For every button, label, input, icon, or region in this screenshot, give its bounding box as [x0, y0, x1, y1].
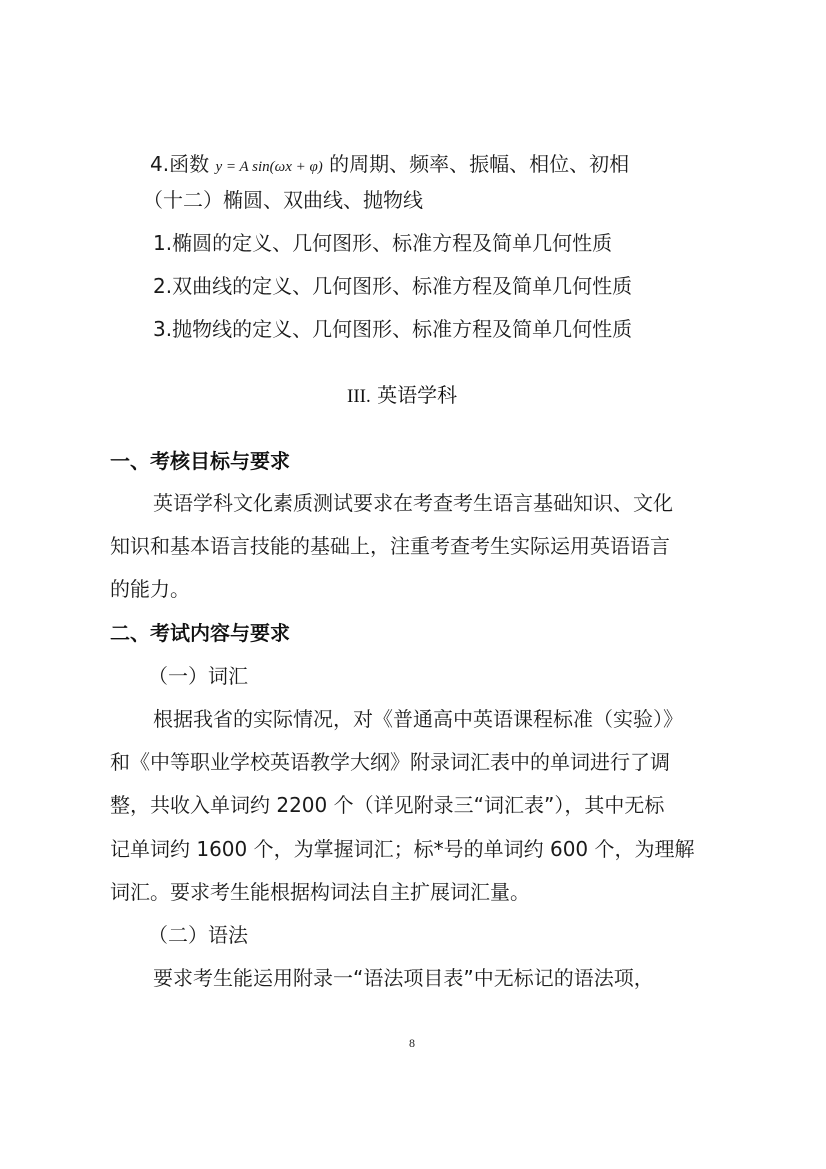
paragraph-2-line-4: 记单词约 1600 个，为掌握词汇；标*号的单词约 600 个，为理解: [110, 837, 695, 861]
section-12-heading: （十二）椭圆、双曲线、抛物线: [143, 188, 423, 212]
math-line: [150, 150, 629, 181]
list-item-hyperbola: 2.双曲线的定义、几何图形、标准方程及简单几何性质: [153, 274, 633, 298]
math-line-outro: 的周期、频率、振幅、相位、初相: [329, 152, 630, 176]
paragraph-2-line-1: 根据我省的实际情况，对《普通高中英语课程标准（实验）》: [153, 707, 683, 731]
subject-roman-numeral: III.: [347, 386, 371, 407]
heading-exam-content: 二、考试内容与要求: [110, 621, 290, 645]
page-number: 8: [409, 1036, 415, 1050]
list-item-ellipse: 1.椭圆的定义、几何图形、标准方程及简单几何性质: [153, 231, 613, 255]
subject-name: 英语学科: [377, 383, 458, 407]
paragraph-2-line-2: 和《中等职业学校英语教学大纲》附录词汇表中的单词进行了调: [110, 750, 670, 774]
subheading-vocabulary: （一）词汇: [148, 664, 248, 688]
paragraph-3-line-1: 要求考生能运用附录一“语法项目表”中无标记的语法项，: [153, 966, 654, 990]
paragraph-1-line-2: 知识和基本语言技能的基础上，注重考查考生实际运用英语语言: [110, 534, 670, 558]
paragraph-2-line-5: 词汇。要求考生能根据构词法自主扩展词汇量。: [110, 880, 530, 904]
list-item-parabola: 3.抛物线的定义、几何图形、标准方程及简单几何性质: [153, 317, 633, 341]
heading-assessment-goals: 一、考核目标与要求: [110, 449, 290, 473]
paragraph-1-line-3: 的能力。: [110, 577, 190, 601]
paragraph-2-line-3: 整，共收入单词约 2200 个（详见附录三“词汇表”），其中无标: [110, 793, 665, 817]
math-formula: y = A sin(ωx + φ): [215, 159, 323, 175]
paragraph-1-line-1: 英语学科文化素质测试要求在考查考生语言基础知识、文化: [153, 491, 673, 515]
subject-title: [347, 381, 457, 411]
math-line-intro: 4.函数: [150, 152, 210, 176]
subheading-grammar: （二）语法: [148, 923, 248, 947]
